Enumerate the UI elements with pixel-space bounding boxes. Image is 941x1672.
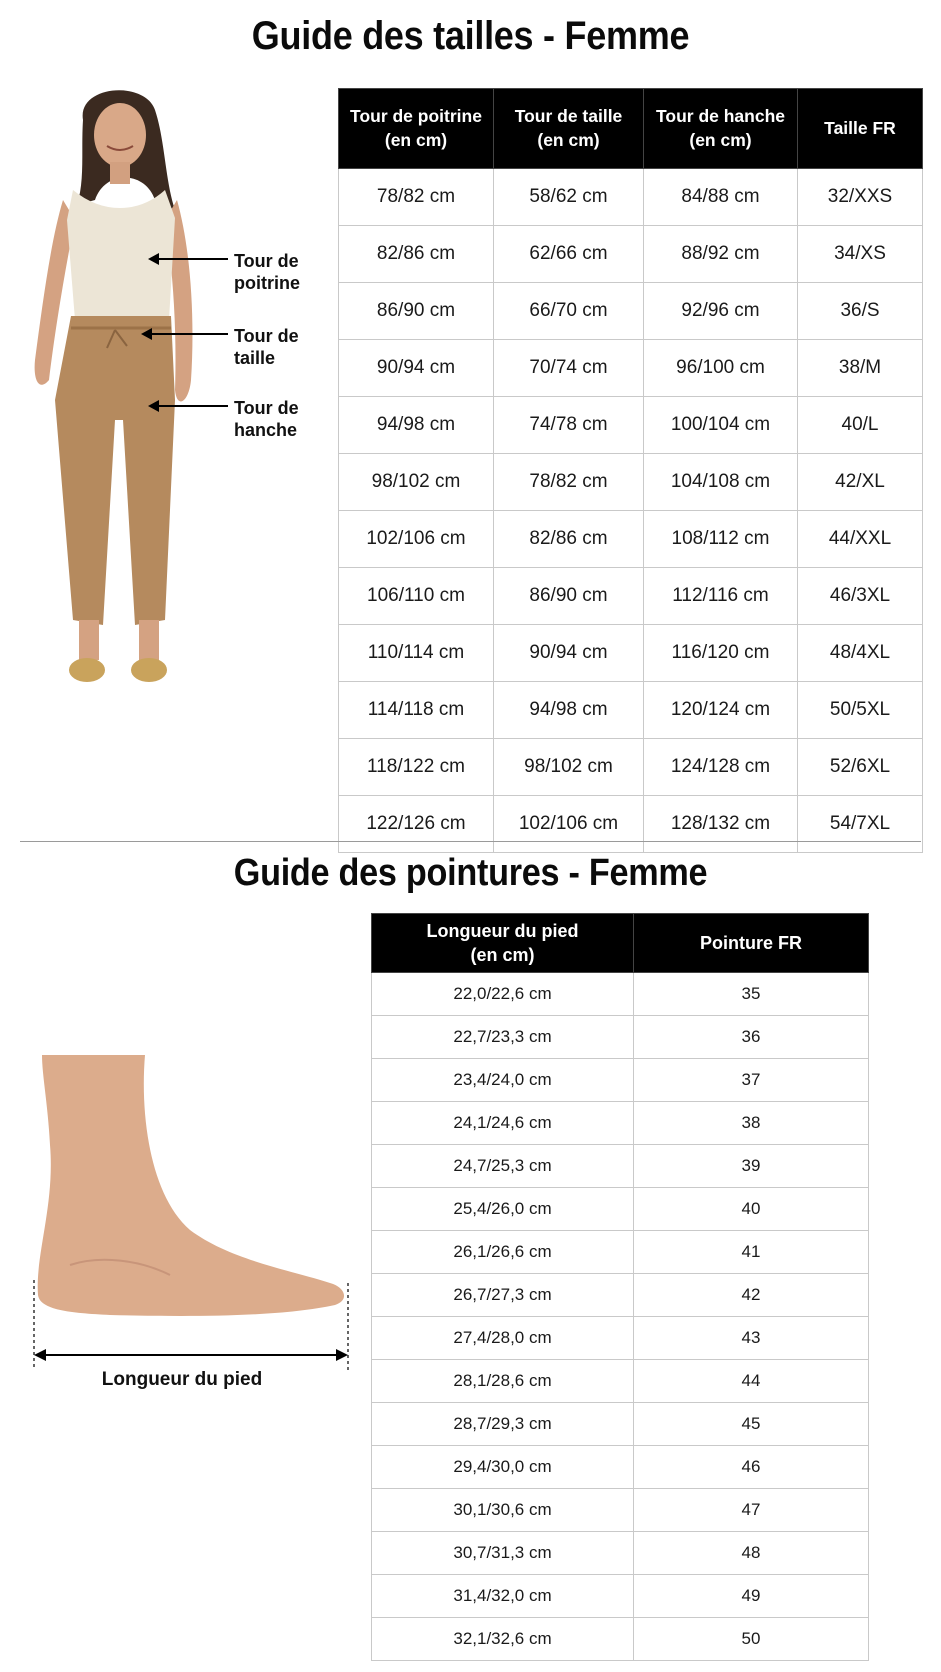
shoe-size-cell: 48	[634, 1532, 869, 1575]
size-table-row	[339, 796, 923, 853]
shoe-size-cell: 36	[634, 1016, 869, 1059]
header-size-fr: Taille FR	[798, 89, 923, 169]
size-table-row	[339, 568, 923, 625]
hip-cell: 120/124 cm	[644, 682, 798, 739]
foot-length-cell: 24,7/25,3 cm	[372, 1145, 634, 1188]
foot-length-cell: 29,4/30,0 cm	[372, 1446, 634, 1489]
waist-cell: 102/106 cm	[494, 796, 644, 853]
foot-length-cell: 26,7/27,3 cm	[372, 1274, 634, 1317]
size-fr-cell: 36/S	[798, 283, 923, 340]
hip-cell: 108/112 cm	[644, 511, 798, 568]
size-fr-cell: 50/5XL	[798, 682, 923, 739]
waist-cell: 78/82 cm	[494, 454, 644, 511]
shoe-table-row	[372, 1059, 869, 1102]
shoe-table-row	[372, 1317, 869, 1360]
waist-cell: 94/98 cm	[494, 682, 644, 739]
foot-length-cell: 28,1/28,6 cm	[372, 1360, 634, 1403]
hip-arrow	[150, 405, 228, 407]
foot-length-cell: 23,4/24,0 cm	[372, 1059, 634, 1102]
size-table	[338, 88, 923, 853]
waist-cell: 66/70 cm	[494, 283, 644, 340]
foot-length-cell: 28,7/29,3 cm	[372, 1403, 634, 1446]
waist-cell: 62/66 cm	[494, 226, 644, 283]
chest-cell: 122/126 cm	[339, 796, 494, 853]
foot-length-cell: 26,1/26,6 cm	[372, 1231, 634, 1274]
hip-cell: 88/92 cm	[644, 226, 798, 283]
shoe-table-row	[372, 1231, 869, 1274]
shoe-guide-title: Guide des pointures - Femme	[233, 852, 708, 894]
header-chest: Tour de poitrine (en cm)	[339, 89, 494, 169]
size-table-row	[339, 397, 923, 454]
waist-cell: 86/90 cm	[494, 568, 644, 625]
waist-cell: 70/74 cm	[494, 340, 644, 397]
shoe-size-cell: 35	[634, 973, 869, 1016]
waist-cell: 82/86 cm	[494, 511, 644, 568]
woman-figure-illustration	[15, 80, 215, 740]
size-fr-cell: 48/4XL	[798, 625, 923, 682]
size-fr-cell: 54/7XL	[798, 796, 923, 853]
hip-cell: 104/108 cm	[644, 454, 798, 511]
foot-length-cell: 22,7/23,3 cm	[372, 1016, 634, 1059]
chest-cell: 94/98 cm	[339, 397, 494, 454]
shoe-table-row	[372, 1274, 869, 1317]
shoe-size-cell: 44	[634, 1360, 869, 1403]
foot-length-label: Longueur du pied	[101, 1369, 263, 1390]
chest-cell: 110/114 cm	[339, 625, 494, 682]
size-fr-cell: 40/L	[798, 397, 923, 454]
hip-cell: 112/116 cm	[644, 568, 798, 625]
hip-cell: 92/96 cm	[644, 283, 798, 340]
size-table-row	[339, 511, 923, 568]
chest-arrow	[150, 258, 228, 260]
hip-cell: 84/88 cm	[644, 169, 798, 226]
size-table-header-row	[339, 89, 923, 169]
header-waist: Tour de taille (en cm)	[494, 89, 644, 169]
shoe-size-cell: 42	[634, 1274, 869, 1317]
hip-cell: 100/104 cm	[644, 397, 798, 454]
section-divider	[20, 841, 921, 842]
waist-cell: 98/102 cm	[494, 739, 644, 796]
foot-length-cell: 31,4/32,0 cm	[372, 1575, 634, 1618]
shoe-size-cell: 46	[634, 1446, 869, 1489]
shoe-table-row	[372, 973, 869, 1016]
foot-length-cell: 24,1/24,6 cm	[372, 1102, 634, 1145]
hip-cell: 116/120 cm	[644, 625, 798, 682]
shoe-table-row	[372, 1532, 869, 1575]
size-fr-cell: 34/XS	[798, 226, 923, 283]
header-hip: Tour de hanche (en cm)	[644, 89, 798, 169]
size-fr-cell: 42/XL	[798, 454, 923, 511]
size-fr-cell: 32/XXS	[798, 169, 923, 226]
shoe-table-row	[372, 1489, 869, 1532]
size-table-row	[339, 169, 923, 226]
hip-cell: 124/128 cm	[644, 739, 798, 796]
shoe-table-row	[372, 1016, 869, 1059]
shoe-size-cell: 40	[634, 1188, 869, 1231]
size-table-row	[339, 226, 923, 283]
size-table-row	[339, 340, 923, 397]
shoe-size-cell: 38	[634, 1102, 869, 1145]
foot-length-cell: 32,1/32,6 cm	[372, 1618, 634, 1661]
shoe-size-cell: 37	[634, 1059, 869, 1102]
shoe-table-row	[372, 1575, 869, 1618]
size-fr-cell: 52/6XL	[798, 739, 923, 796]
hip-label: Tour de hanche	[234, 398, 299, 440]
chest-cell: 86/90 cm	[339, 283, 494, 340]
foot-illustration	[30, 1055, 360, 1375]
shoe-size-cell: 41	[634, 1231, 869, 1274]
header-foot-length: Longueur du pied (en cm)	[372, 914, 634, 973]
hip-cell: 128/132 cm	[644, 796, 798, 853]
chest-cell: 82/86 cm	[339, 226, 494, 283]
shoe-size-cell: 50	[634, 1618, 869, 1661]
foot-length-cell: 27,4/28,0 cm	[372, 1317, 634, 1360]
shoe-size-cell: 47	[634, 1489, 869, 1532]
shoe-table-row	[372, 1446, 869, 1489]
size-fr-cell: 46/3XL	[798, 568, 923, 625]
shoe-table-row	[372, 1360, 869, 1403]
size-fr-cell: 38/M	[798, 340, 923, 397]
waist-cell: 90/94 cm	[494, 625, 644, 682]
hip-cell: 96/100 cm	[644, 340, 798, 397]
shoe-size-cell: 49	[634, 1575, 869, 1618]
chest-cell: 118/122 cm	[339, 739, 494, 796]
size-table-row	[339, 625, 923, 682]
header-shoe-size-fr: Pointure FR	[634, 914, 869, 973]
waist-arrow	[143, 333, 228, 335]
size-guide-title: Guide des tailles - Femme	[251, 14, 690, 58]
size-table-row	[339, 682, 923, 739]
foot-length-cell: 22,0/22,6 cm	[372, 973, 634, 1016]
size-fr-cell: 44/XXL	[798, 511, 923, 568]
shoe-size-cell: 39	[634, 1145, 869, 1188]
chest-cell: 106/110 cm	[339, 568, 494, 625]
waist-label: Tour de taille	[234, 326, 299, 368]
chest-cell: 78/82 cm	[339, 169, 494, 226]
chest-label: Tour de poitrine	[234, 251, 300, 293]
chest-cell: 102/106 cm	[339, 511, 494, 568]
shoe-table	[371, 913, 869, 1661]
chest-cell: 90/94 cm	[339, 340, 494, 397]
chest-cell: 114/118 cm	[339, 682, 494, 739]
waist-cell: 58/62 cm	[494, 169, 644, 226]
size-table-row	[339, 283, 923, 340]
foot-length-cell: 30,1/30,6 cm	[372, 1489, 634, 1532]
shoe-table-row	[372, 1403, 869, 1446]
shoe-table-row	[372, 1145, 869, 1188]
shoe-table-header-row	[372, 914, 869, 973]
size-table-row	[339, 739, 923, 796]
foot-length-cell: 30,7/31,3 cm	[372, 1532, 634, 1575]
waist-cell: 74/78 cm	[494, 397, 644, 454]
shoe-size-cell: 43	[634, 1317, 869, 1360]
shoe-size-cell: 45	[634, 1403, 869, 1446]
shoe-table-row	[372, 1188, 869, 1231]
foot-length-cell: 25,4/26,0 cm	[372, 1188, 634, 1231]
size-table-row	[339, 454, 923, 511]
chest-cell: 98/102 cm	[339, 454, 494, 511]
shoe-table-row	[372, 1102, 869, 1145]
shoe-table-row	[372, 1618, 869, 1661]
